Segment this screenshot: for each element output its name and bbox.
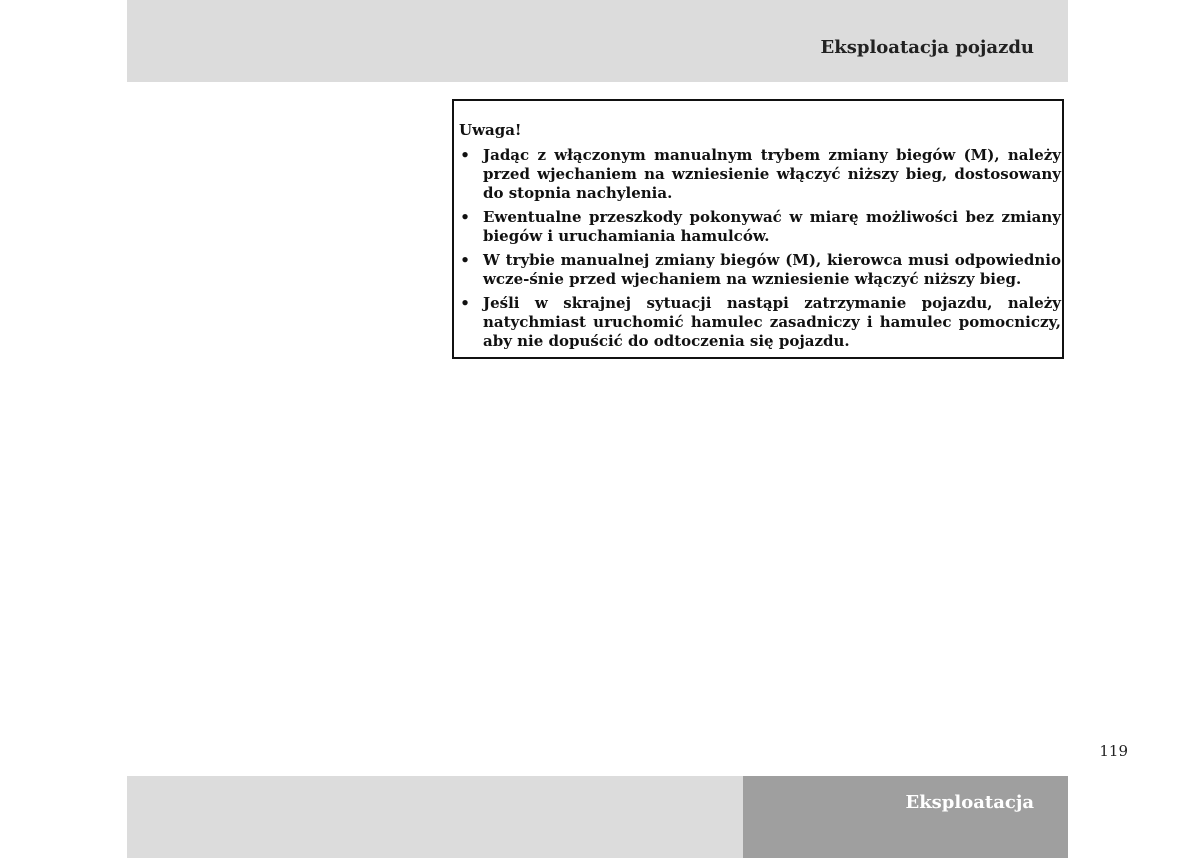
chapter-tab — [743, 776, 1068, 858]
warning-list-item — [454, 208, 1064, 246]
bullet-icon: • — [460, 146, 470, 164]
footer-band — [127, 776, 1068, 858]
bullet-icon: • — [460, 294, 470, 312]
page-number: 119 — [1099, 742, 1128, 760]
warning-list-item — [454, 146, 1064, 203]
chapter-name: Eksploatacja — [905, 792, 1034, 813]
warning-item-text: W trybie manualnej zmiany biegów (M), kierowca musi odpowiednio wcze-śnie przed wjechaniem na wzniesienie włączyć niższy bieg. — [483, 251, 1061, 288]
warning-item-text: Jeśli w skrajnej sytuacji nastąpi zatrzymanie pojazdu, należy natychmiast uruchomić hamulec zasadniczy i hamulec pomocniczy, aby nie dopuścić do odtoczenia się pojazdu. — [483, 294, 1061, 350]
warning-heading: Uwaga! — [459, 121, 522, 139]
warning-list — [454, 146, 1064, 356]
header-band — [127, 0, 1068, 82]
warning-notice-box — [452, 99, 1064, 359]
warning-item-text: Ewentualne przeszkody pokonywać w miarę możliwości bez zmiany biegów i uruchamiania hamulców. — [483, 208, 1061, 245]
warning-list-item — [454, 294, 1064, 351]
warning-item-text: Jadąc z włączonym manualnym trybem zmiany biegów (M), należy przed wjechaniem na wzniesienie włączyć niższy bieg, dostosowany do stopnia nachylenia. — [483, 146, 1061, 202]
section-title: Eksploatacja pojazdu — [820, 37, 1034, 58]
bullet-icon: • — [460, 208, 470, 226]
bullet-icon: • — [460, 251, 470, 269]
warning-list-item — [454, 251, 1064, 289]
